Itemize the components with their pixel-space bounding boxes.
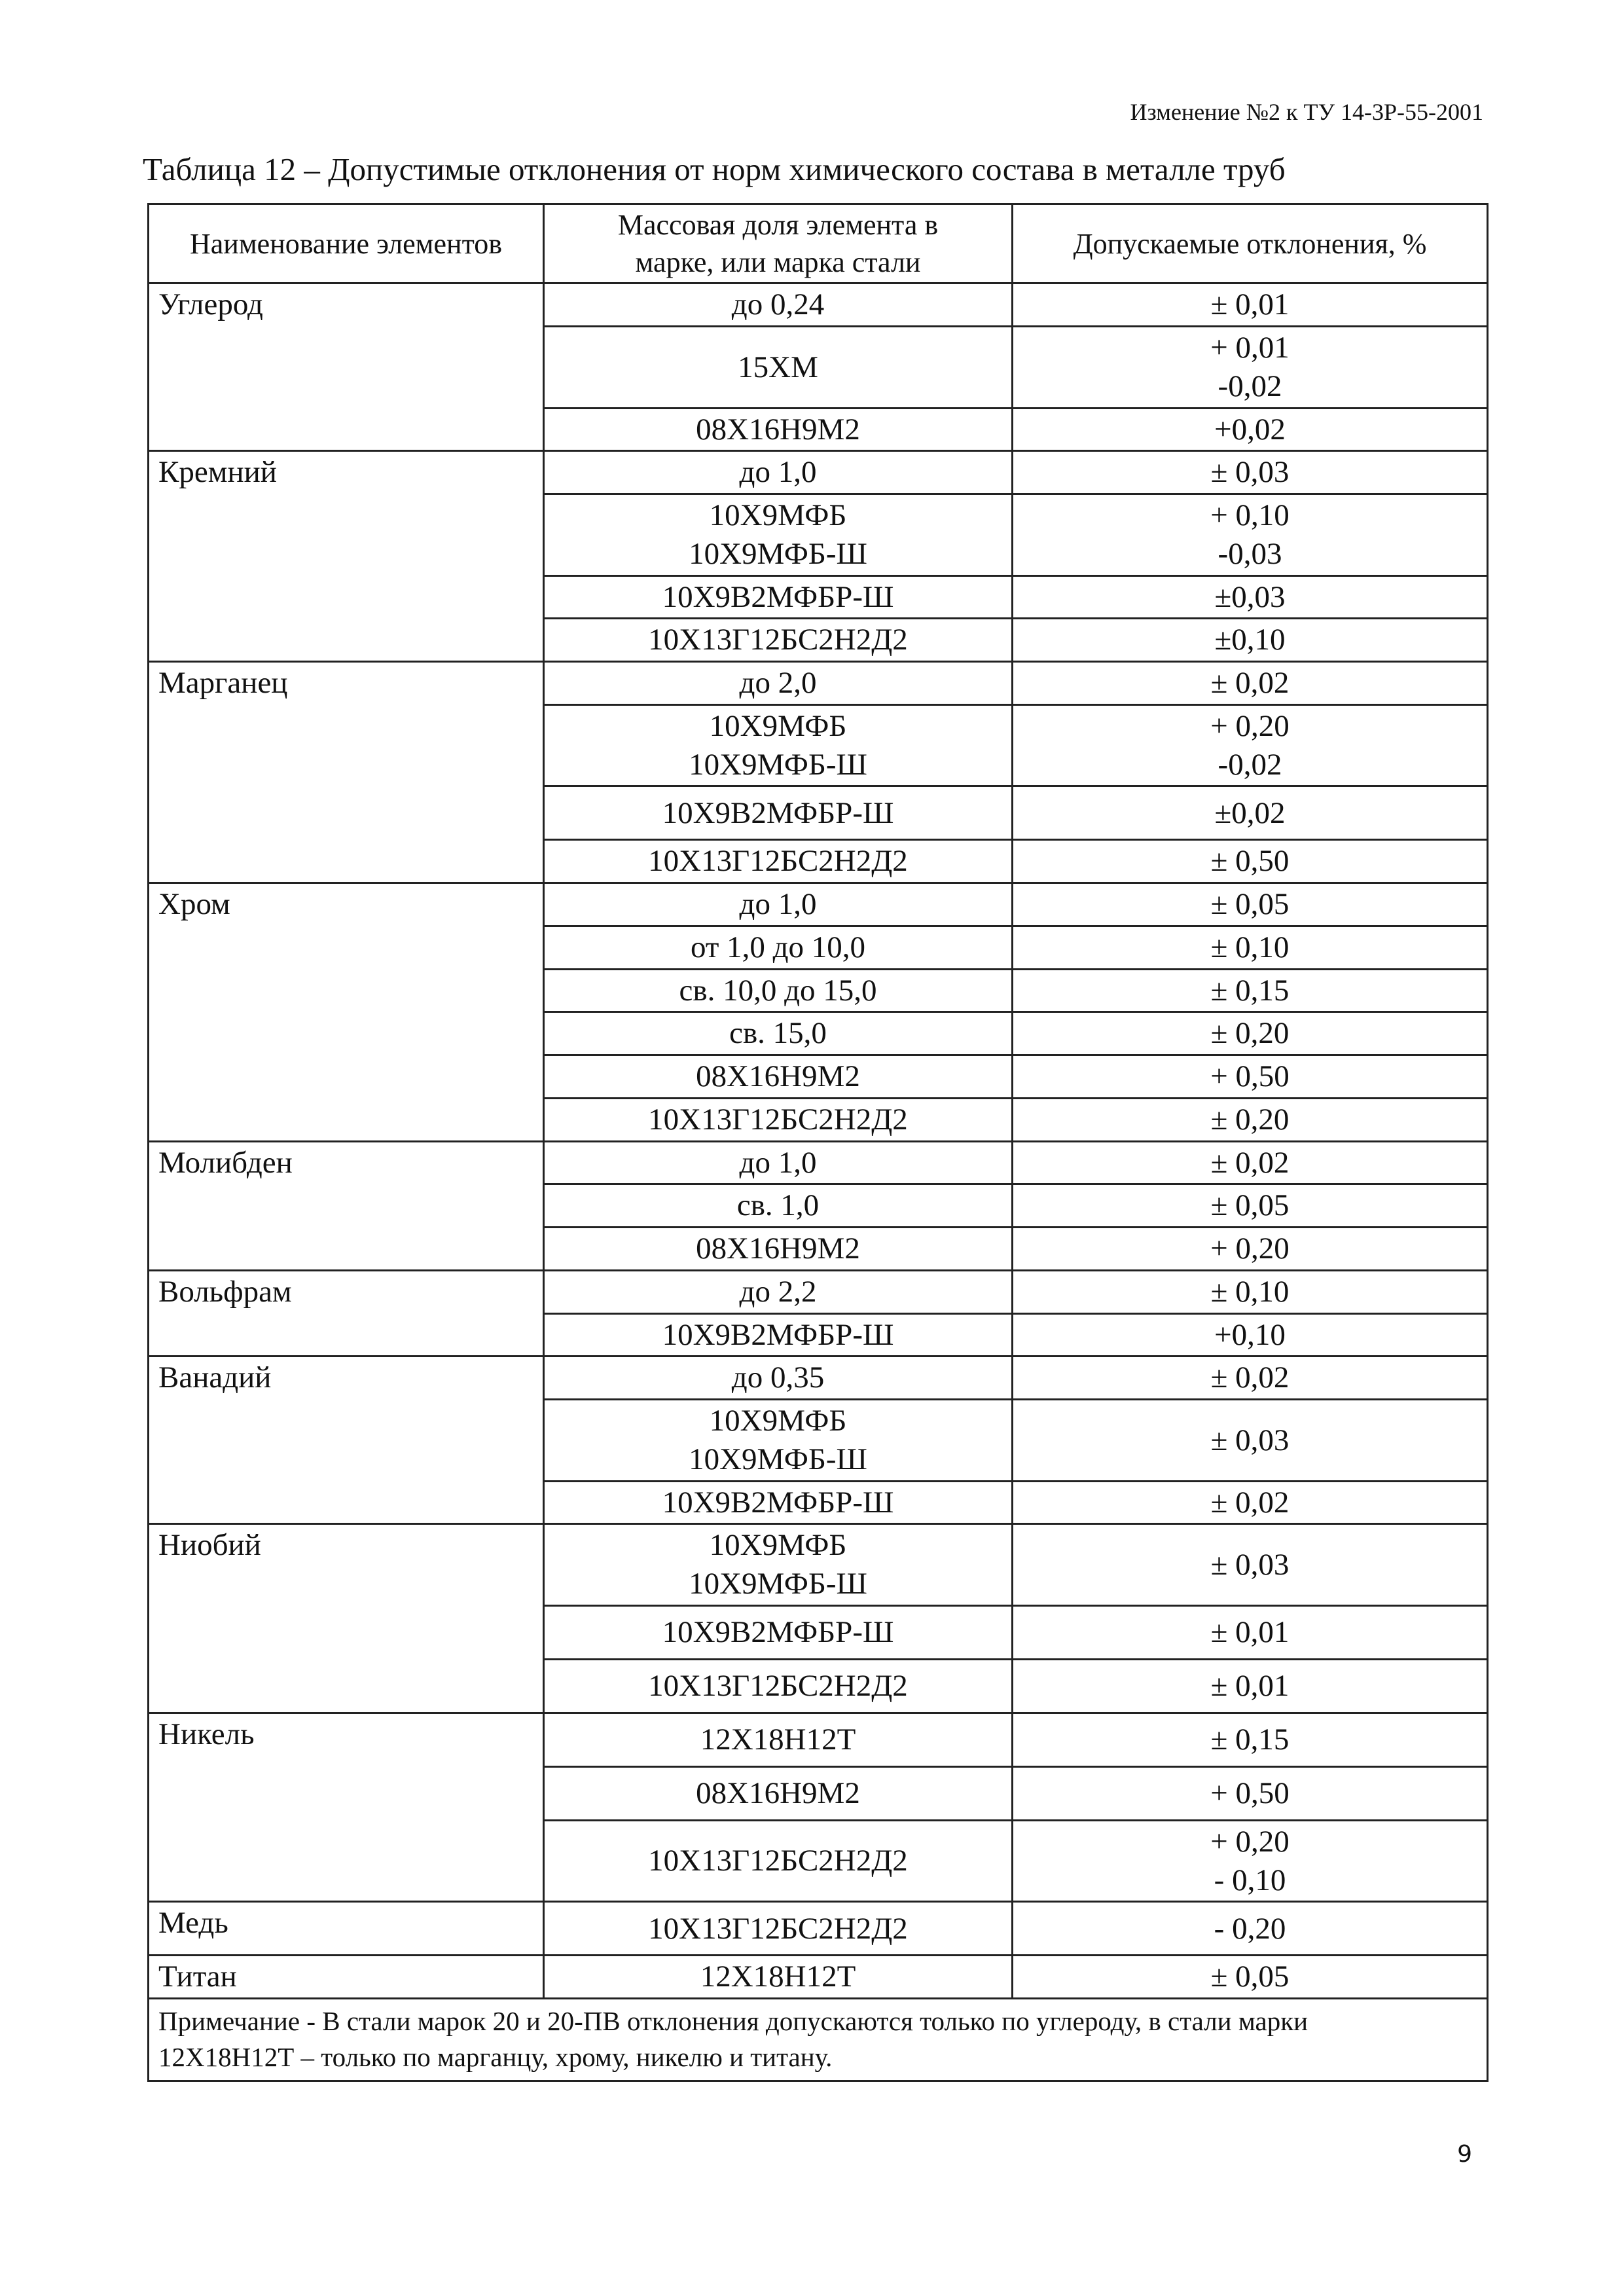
deviation-cell (1013, 1713, 1488, 1766)
grade-cell (544, 283, 1013, 327)
grade-line: 08Х16Н9М2 (696, 1231, 860, 1266)
deviation-line: ±0,10 (1214, 623, 1286, 657)
element-name-cell: Ниобий (149, 1524, 544, 1713)
grade-cell (544, 1481, 1013, 1524)
grade-cell (544, 786, 1013, 840)
deviation-cell (1013, 883, 1488, 926)
deviation-line: + 0,20 (1210, 1231, 1290, 1266)
deviation-cell (1013, 619, 1488, 662)
table-note-line: Примечание - В стали марок 20 и 20-ПВ отклонения допускаются только по углероду, в стали марки (158, 2006, 1308, 2037)
grade-line: св. 1,0 (736, 1188, 820, 1223)
deviation-line: ± 0,20 (1210, 1102, 1290, 1137)
deviation-cell (1013, 1400, 1488, 1482)
grade-cell (544, 1012, 1013, 1055)
deviation-line: ± 0,03 (1210, 1547, 1290, 1582)
table-caption: Таблица 12 – Допустимые отклонения от норм химического состава в металле труб (143, 151, 1286, 187)
deviation-cell (1013, 1659, 1488, 1713)
deviation-cell (1013, 1098, 1488, 1141)
grade-line: от 1,0 до 10,0 (690, 930, 866, 964)
deviation-cell (1013, 283, 1488, 327)
deviation-cell (1013, 1228, 1488, 1271)
deviation-line: ± 0,10 (1210, 930, 1290, 964)
grade-line: 10Х9В2МФБР-Ш (662, 1317, 894, 1352)
grade-line: 12Х18Н12Т (700, 1959, 856, 1994)
deviation-cell (1013, 926, 1488, 969)
deviation-line: ± 0,02 (1210, 1145, 1290, 1180)
column-header-element: Наименование элементов (149, 204, 544, 283)
grade-line: 10Х13Г12БС2Н2Д2 (648, 623, 908, 657)
deviation-line: + 0,50 (1210, 1776, 1290, 1810)
deviation-line: ± 0,02 (1210, 666, 1290, 701)
deviation-line: + 0,50 (1210, 1059, 1290, 1094)
deviation-cell (1013, 1956, 1488, 1999)
deviation-line: ± 0,01 (1210, 1669, 1290, 1703)
deviation-line: + 0,20 (1210, 708, 1290, 743)
element-name-cell: Марганец (149, 662, 544, 883)
grade-cell (544, 1400, 1013, 1482)
grade-cell (544, 1956, 1013, 1999)
deviation-line: ±0,03 (1214, 579, 1286, 614)
grade-cell (544, 1659, 1013, 1713)
grade-line: 10Х9МФБ (709, 498, 847, 533)
column-header-grade (544, 204, 1013, 283)
grade-line: до 2,0 (739, 666, 817, 701)
deviation-cell (1013, 1141, 1488, 1184)
deviation-line: -0,03 (1218, 536, 1282, 571)
deviations-table (147, 203, 1489, 2082)
table-row (149, 451, 1488, 494)
deviation-cell (1013, 1766, 1488, 1820)
table-row (149, 283, 1488, 327)
grade-line: 08Х16Н9М2 (696, 412, 860, 446)
deviation-cell (1013, 1481, 1488, 1524)
grade-line: 10Х9В2МФБР-Ш (662, 579, 894, 614)
column-header-grade-line: марке, или марка стали (635, 246, 921, 279)
deviation-line: ± 0,10 (1210, 1274, 1290, 1309)
element-name-cell: Титан (149, 1956, 544, 1999)
element-name-cell: Хром (149, 883, 544, 1142)
column-header-deviation: Допускаемые отклонения, % (1013, 204, 1488, 283)
deviation-line: - 0,10 (1214, 1863, 1286, 1897)
deviation-line: -0,02 (1218, 747, 1282, 782)
grade-line: 10Х13Г12БС2Н2Д2 (648, 1102, 908, 1137)
table-body (149, 283, 1488, 1999)
deviation-line: ± 0,15 (1210, 973, 1290, 1008)
document-reference: Изменение №2 к ТУ 14-3Р-55-2001 (1130, 99, 1483, 125)
grade-cell (544, 840, 1013, 883)
grade-line: 10Х9МФБ-Ш (689, 1442, 867, 1476)
deviation-cell (1013, 1012, 1488, 1055)
grade-line: до 1,0 (739, 887, 817, 922)
grade-cell (544, 662, 1013, 705)
deviation-cell (1013, 662, 1488, 705)
table-row (149, 1141, 1488, 1184)
grade-line: до 2,2 (739, 1274, 817, 1309)
grade-line: 10Х9МФБ (709, 1528, 847, 1563)
grade-line: до 0,24 (731, 287, 825, 322)
grade-line: до 1,0 (739, 455, 817, 490)
grade-line: 10Х9В2МФБР-Ш (662, 1615, 894, 1649)
grade-cell (544, 327, 1013, 409)
grade-cell (544, 1902, 1013, 1956)
grade-cell (544, 1098, 1013, 1141)
grade-line: до 1,0 (739, 1145, 817, 1180)
deviation-line: ± 0,15 (1210, 1722, 1290, 1757)
deviation-line: +0,02 (1214, 412, 1286, 446)
grade-cell (544, 1605, 1013, 1659)
grade-cell (544, 926, 1013, 969)
table-row (149, 1270, 1488, 1313)
element-name-cell: Углерод (149, 283, 544, 451)
grade-cell (544, 1313, 1013, 1357)
deviation-cell (1013, 1270, 1488, 1313)
grade-cell (544, 494, 1013, 576)
deviation-cell (1013, 1605, 1488, 1659)
deviation-line: ± 0,03 (1210, 1423, 1290, 1457)
deviation-line: + 0,20 (1210, 1824, 1290, 1859)
deviation-cell (1013, 1313, 1488, 1357)
grade-line: до 0,35 (731, 1360, 825, 1395)
deviation-cell (1013, 408, 1488, 451)
grade-line: 15ХМ (738, 350, 818, 384)
deviation-line: - 0,20 (1214, 1911, 1286, 1946)
grade-line: св. 10,0 до 15,0 (679, 973, 877, 1008)
table-note (149, 1999, 1488, 2081)
table-row (149, 662, 1488, 705)
deviation-line: ± 0,50 (1210, 844, 1290, 879)
element-name-cell: Вольфрам (149, 1270, 544, 1357)
deviation-cell (1013, 1902, 1488, 1956)
grade-line: 10Х9МФБ-Ш (689, 536, 867, 571)
column-header-grade-line: Массовая доля элемента в (617, 209, 939, 241)
deviation-cell (1013, 575, 1488, 619)
table-row (149, 1713, 1488, 1766)
deviation-line: ±0,02 (1214, 795, 1286, 830)
grade-cell (544, 619, 1013, 662)
deviation-cell (1013, 327, 1488, 409)
grade-cell (544, 1524, 1013, 1606)
grade-line: св. 15,0 (729, 1016, 827, 1051)
grade-line: 10Х9В2МФБР-Ш (662, 795, 894, 830)
grade-cell (544, 883, 1013, 926)
grade-cell (544, 1184, 1013, 1228)
table-row (149, 1357, 1488, 1400)
element-name-cell: Никель (149, 1713, 544, 1902)
grade-line: 10Х13Г12БС2Н2Д2 (648, 844, 908, 879)
table-row (149, 883, 1488, 926)
element-name-cell: Медь (149, 1902, 544, 1956)
grade-line: 10Х13Г12БС2Н2Д2 (648, 1669, 908, 1703)
table-note-line: 12Х18Н12Т – только по марганцу, хрому, никелю и титану. (158, 2042, 833, 2073)
grade-line: 08Х16Н9М2 (696, 1059, 860, 1094)
table-row (149, 1956, 1488, 1999)
deviation-cell (1013, 840, 1488, 883)
deviation-line: -0,02 (1218, 369, 1282, 403)
deviation-cell (1013, 451, 1488, 494)
deviation-line: + 0,10 (1210, 498, 1290, 533)
deviation-cell (1013, 494, 1488, 576)
deviation-line: +0,10 (1214, 1317, 1286, 1352)
deviation-cell (1013, 1184, 1488, 1228)
table-row (149, 1902, 1488, 1956)
deviation-line: ± 0,02 (1210, 1485, 1290, 1520)
grade-line: 08Х16Н9М2 (696, 1776, 860, 1810)
grade-cell (544, 1055, 1013, 1099)
page-number: 9 (1457, 2141, 1472, 2168)
grade-cell (544, 1766, 1013, 1820)
deviation-line: ± 0,02 (1210, 1360, 1290, 1395)
grade-line: 10Х9В2МФБР-Ш (662, 1485, 894, 1520)
grade-cell (544, 1357, 1013, 1400)
grade-cell (544, 1228, 1013, 1271)
deviation-cell (1013, 1820, 1488, 1902)
grade-line: 10Х9МФБ (709, 708, 847, 743)
grade-line: 10Х13Г12БС2Н2Д2 (648, 1844, 908, 1878)
grade-line: 10Х9МФБ (709, 1404, 847, 1438)
grade-cell (544, 1270, 1013, 1313)
element-name-cell: Кремний (149, 451, 544, 662)
grade-line: 12Х18Н12Т (700, 1722, 856, 1757)
deviation-cell (1013, 1357, 1488, 1400)
deviation-line: ± 0,01 (1210, 287, 1290, 322)
table-header-row (149, 204, 1488, 283)
deviation-line: ± 0,05 (1210, 887, 1290, 922)
deviation-line: ± 0,05 (1210, 1959, 1290, 1994)
deviation-line: + 0,01 (1210, 331, 1290, 365)
grade-cell (544, 969, 1013, 1012)
note-row (149, 1999, 1488, 2081)
grade-cell (544, 408, 1013, 451)
grade-cell (544, 575, 1013, 619)
grade-cell (544, 704, 1013, 786)
element-name-cell: Молибден (149, 1141, 544, 1270)
deviation-line: ± 0,05 (1210, 1188, 1290, 1223)
grade-line: 10Х9МФБ-Ш (689, 1567, 867, 1601)
deviation-cell (1013, 704, 1488, 786)
grade-cell (544, 451, 1013, 494)
grade-line: 10Х13Г12БС2Н2Д2 (648, 1911, 908, 1946)
deviation-cell (1013, 969, 1488, 1012)
grade-cell (544, 1713, 1013, 1766)
element-name-cell: Ванадий (149, 1357, 544, 1524)
deviation-cell (1013, 1524, 1488, 1606)
table-row (149, 1524, 1488, 1606)
deviation-line: ± 0,20 (1210, 1016, 1290, 1051)
deviation-line: ± 0,01 (1210, 1615, 1290, 1649)
grade-line: 10Х9МФБ-Ш (689, 747, 867, 782)
grade-cell (544, 1820, 1013, 1902)
grade-cell (544, 1141, 1013, 1184)
deviation-line: ± 0,03 (1210, 455, 1290, 490)
deviation-cell (1013, 1055, 1488, 1099)
deviation-cell (1013, 786, 1488, 840)
